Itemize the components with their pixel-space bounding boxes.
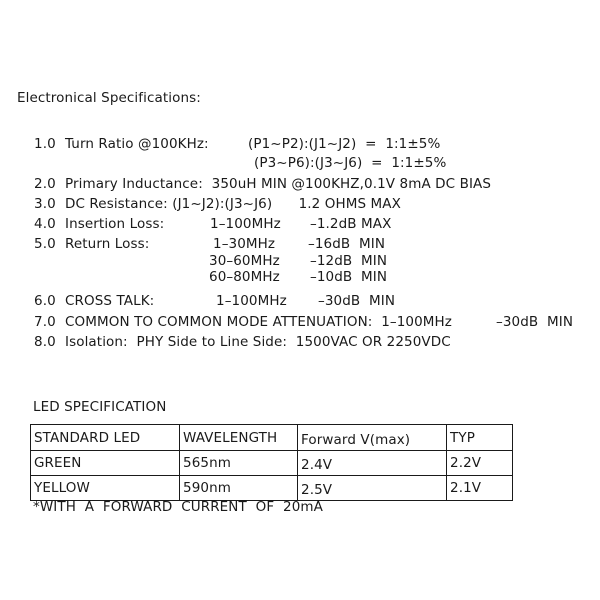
cell-forward-v: 2.4V xyxy=(298,451,447,476)
spec-4-range: 1–100MHz xyxy=(210,216,281,232)
spec-1-line-b: (P3~P6):(J3~J6) = 1:1±5% xyxy=(254,155,447,171)
spec-7-number: 7.0 xyxy=(34,314,56,330)
spec-5-range-1: 1–30MHz xyxy=(213,236,276,252)
table-row xyxy=(31,451,513,476)
spec-4-label: Insertion Loss: xyxy=(65,216,165,232)
cell-wavelength: 590nm xyxy=(180,476,298,501)
cell-led-color: YELLOW xyxy=(31,476,180,501)
spec-6-range: 1–100MHz xyxy=(216,293,287,309)
spec-1-line-a: (P1~P2):(J1~J2) = 1:1±5% xyxy=(248,136,441,152)
spec-2-number: 2.0 xyxy=(34,176,56,192)
cell-wavelength: 565nm xyxy=(180,451,298,476)
spec-8-number: 8.0 xyxy=(34,334,56,350)
spec-6-label: CROSS TALK: xyxy=(65,293,155,309)
table-header-row xyxy=(31,425,513,451)
spec-4-value: –1.2dB MAX xyxy=(310,216,392,232)
spec-4-number: 4.0 xyxy=(34,216,56,232)
cell-led-color: GREEN xyxy=(31,451,180,476)
spec-1-label: Turn Ratio @100KHz: xyxy=(65,136,209,152)
spec-6-number: 6.0 xyxy=(34,293,56,309)
spec-5-value-1: –16dB MIN xyxy=(308,236,386,252)
spec-5-label: Return Loss: xyxy=(65,236,150,252)
header-forward-v: Forward V(max) xyxy=(298,425,447,451)
header-standard-led: STANDARD LED xyxy=(31,425,180,451)
spec-7-value: –30dB MIN xyxy=(496,314,574,330)
header-typ: TYP xyxy=(447,425,513,451)
spec-5-value-2: –12dB MIN xyxy=(310,253,388,269)
spec-5-range-2: 30–60MHz xyxy=(209,253,280,269)
page-title: Electronical Specifications: xyxy=(17,90,201,106)
spec-5-number: 5.0 xyxy=(34,236,56,252)
cell-typ: 2.2V xyxy=(447,451,513,476)
led-spec-table xyxy=(30,424,513,501)
spec-3-number: 3.0 xyxy=(34,196,56,212)
led-footnote: *WITH A FORWARD CURRENT OF 20mA xyxy=(33,499,323,515)
spec-5-value-3: –10dB MIN xyxy=(310,269,388,285)
spec-7-text: COMMON TO COMMON MODE ATTENUATION: 1–100MHz xyxy=(65,314,452,330)
table-row xyxy=(31,476,513,501)
spec-5-range-3: 60–80MHz xyxy=(209,269,280,285)
spec-1-number: 1.0 xyxy=(34,136,56,152)
cell-forward-v: 2.5V xyxy=(298,476,447,501)
spec-3-text: DC Resistance: (J1~J2):(J3~J6) 1.2 OHMS MAX xyxy=(65,196,401,212)
header-wavelength: WAVELENGTH xyxy=(180,425,298,451)
led-section-title: LED SPECIFICATION xyxy=(33,399,167,415)
spec-2-text: Primary Inductance: 350uH MIN @100KHZ,0.1V 8mA DC BIAS xyxy=(65,176,492,192)
spec-6-value: –30dB MIN xyxy=(318,293,396,309)
spec-8-text: Isolation: PHY Side to Line Side: 1500VAC OR 2250VDC xyxy=(65,334,451,350)
cell-typ: 2.1V xyxy=(447,476,513,501)
